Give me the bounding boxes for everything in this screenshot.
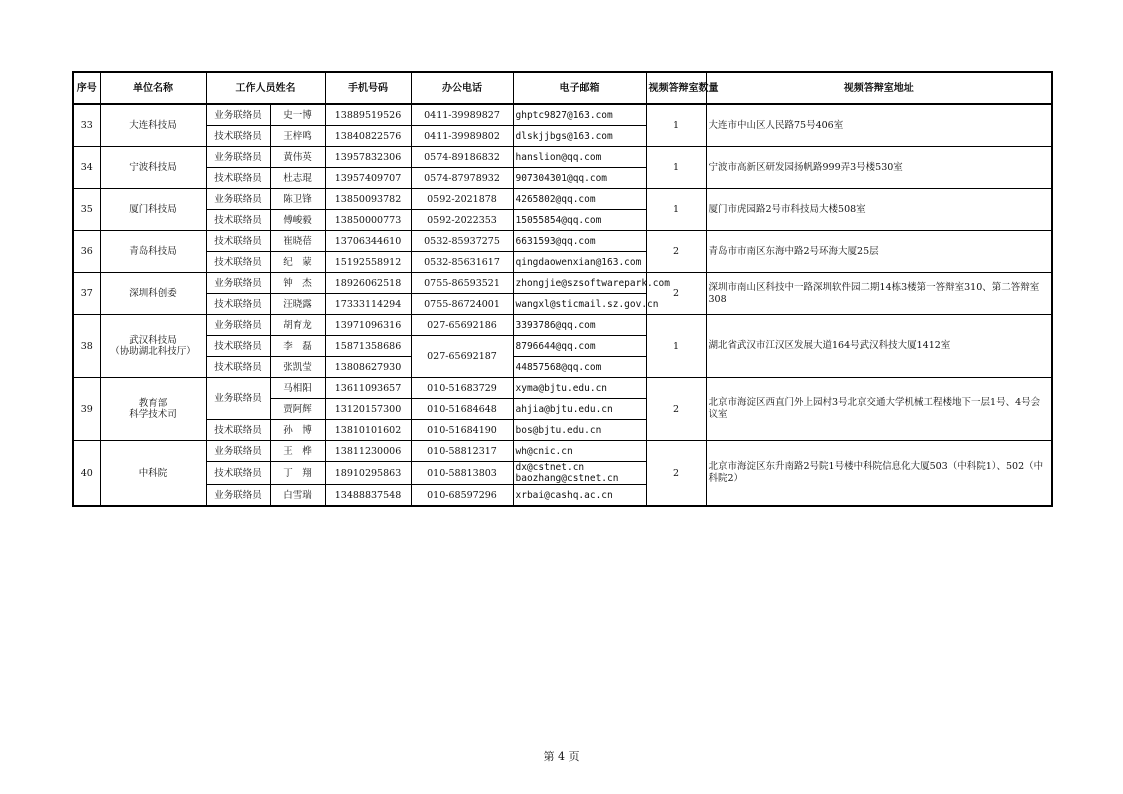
unit-cell	[100, 231, 206, 273]
email-cell	[513, 231, 646, 252]
unit-name-line: 科学技术司	[129, 409, 177, 420]
office-phone-cell: 010-58813803	[411, 462, 513, 485]
staff-name-cell: 纪 蒙	[270, 252, 325, 273]
role-cell: 技术联络员	[206, 126, 270, 147]
staff-name-cell: 杜志琨	[270, 168, 325, 189]
email-address: baozhang@cstnet.cn	[515, 473, 619, 484]
room-address-cell: 厦门市虎园路2号市科技局大楼508室	[706, 189, 1052, 231]
staff-name-cell: 张凯莹	[270, 357, 325, 378]
unit-cell	[100, 315, 206, 378]
role-cell: 技术联络员	[206, 210, 270, 231]
table-body	[73, 104, 1052, 506]
email-address: 44857568@qq.com	[515, 361, 602, 373]
role-cell: 技术联络员	[206, 462, 270, 485]
email-address: xrbai@cashq.ac.cn	[515, 489, 613, 501]
role-cell: 业务联络员	[206, 485, 270, 507]
header-seq: 序号	[73, 72, 100, 104]
role-cell: 业务联络员	[206, 147, 270, 168]
mobile-cell: 13850093782	[325, 189, 411, 210]
role-cell: 技术联络员	[206, 357, 270, 378]
email-address: 3393786@qq.com	[515, 319, 596, 331]
unit-cell	[100, 147, 206, 189]
mobile-cell: 13706344610	[325, 231, 411, 252]
unit-name-line: 武汉科技局	[129, 335, 177, 346]
unit-cell	[100, 189, 206, 231]
table-row	[73, 378, 1052, 399]
header-rooms: 视频答辩室数量	[646, 72, 706, 104]
email-cell	[513, 336, 646, 357]
table-row	[73, 189, 1052, 210]
office-phone-cell: 0755-86724001	[411, 294, 513, 315]
office-phone-cell: 0755-86593521	[411, 273, 513, 294]
unit-name-line: 深圳科创委	[129, 288, 177, 299]
seq-cell: 37	[73, 273, 100, 315]
unit-cell	[100, 441, 206, 507]
office-phone-cell: 010-51684190	[411, 420, 513, 441]
room-address-cell: 大连市中山区人民路75号406室	[706, 104, 1052, 147]
email-address: qingdaowenxian@163.com	[515, 256, 642, 268]
staff-name-cell: 李 磊	[270, 336, 325, 357]
email-cell	[513, 420, 646, 441]
mobile-cell: 18926062518	[325, 273, 411, 294]
mobile-cell: 13850000773	[325, 210, 411, 231]
staff-name-cell: 傅峻毅	[270, 210, 325, 231]
unit-name-line: 教育部	[138, 398, 168, 409]
unit-name-line: （协助湖北科技厅）	[110, 346, 196, 357]
unit-cell	[100, 273, 206, 315]
room-count-cell: 2	[646, 441, 706, 507]
mobile-cell: 18910295863	[325, 462, 411, 485]
email-cell	[513, 378, 646, 399]
email-cell	[513, 462, 646, 485]
room-address-cell: 北京市海淀区东升南路2号院1号楼中科院信息化大厦503（中科院1）、502（中科院2）	[706, 441, 1052, 507]
unit-cell	[100, 104, 206, 147]
office-phone-cell: 0411-39989827	[411, 104, 513, 126]
header-unit: 单位名称	[100, 72, 206, 104]
unit-name-line: 厦门科技局	[129, 204, 177, 215]
email-cell	[513, 104, 646, 126]
mobile-cell: 13971096316	[325, 315, 411, 336]
office-phone-cell: 0592-2022353	[411, 210, 513, 231]
role-cell: 技术联络员	[206, 231, 270, 252]
role-cell: 业务联络员	[206, 441, 270, 462]
header-office: 办公电话	[411, 72, 513, 104]
seq-cell: 38	[73, 315, 100, 378]
room-count-cell: 1	[646, 189, 706, 231]
seq-cell: 35	[73, 189, 100, 231]
seq-cell: 40	[73, 441, 100, 507]
staff-name-cell: 贾阿辉	[270, 399, 325, 420]
role-cell: 技术联络员	[206, 252, 270, 273]
mobile-cell: 13488837548	[325, 485, 411, 507]
email-cell	[513, 441, 646, 462]
email-address: 4265802@qq.com	[515, 193, 596, 205]
email-cell	[513, 168, 646, 189]
office-phone-cell: 0574-89186832	[411, 147, 513, 168]
office-phone-cell: 0532-85937275	[411, 231, 513, 252]
role-cell: 业务联络员	[206, 104, 270, 126]
email-address: hanslion@qq.com	[515, 151, 602, 163]
table-row	[73, 231, 1052, 252]
email-cell	[513, 126, 646, 147]
header-address: 视频答辩室地址	[706, 72, 1052, 104]
unit-name-line: 青岛科技局	[129, 246, 177, 257]
room-count-cell: 2	[646, 231, 706, 273]
staff-name-cell: 丁 翔	[270, 462, 325, 485]
email-cell	[513, 210, 646, 231]
table-row	[73, 147, 1052, 168]
staff-name-cell: 汪晓露	[270, 294, 325, 315]
table-row	[73, 315, 1052, 336]
staff-name-cell: 黄伟英	[270, 147, 325, 168]
email-cell	[513, 315, 646, 336]
email-cell	[513, 252, 646, 273]
email-cell	[513, 399, 646, 420]
room-count-cell: 1	[646, 315, 706, 378]
email-cell	[513, 147, 646, 168]
email-cell	[513, 294, 659, 315]
staff-name-cell: 胡育龙	[270, 315, 325, 336]
room-address-cell: 宁波市高新区研发园扬帆路999弄3号楼530室	[706, 147, 1052, 189]
room-count-cell: 1	[646, 104, 706, 147]
seq-cell: 36	[73, 231, 100, 273]
office-phone-cell: 027-65692187	[411, 336, 513, 378]
mobile-cell: 13811230006	[325, 441, 411, 462]
role-cell: 技术联络员	[206, 294, 270, 315]
room-count-cell: 2	[646, 273, 706, 315]
room-address-cell: 青岛市市南区东海中路2号环海大厦25层	[706, 231, 1052, 273]
table-row	[73, 273, 1052, 294]
mobile-cell: 13840822576	[325, 126, 411, 147]
email-address: 6631593@qq.com	[515, 235, 596, 247]
staff-name-cell: 王梓鸣	[270, 126, 325, 147]
header-mobile: 手机号码	[325, 72, 411, 104]
room-count-cell: 1	[646, 147, 706, 189]
unit-cell	[100, 378, 206, 441]
header-row	[73, 72, 1052, 104]
table-row	[73, 441, 1052, 462]
email-address: 8796644@qq.com	[515, 340, 596, 352]
email-address: dlskjjbgs@163.com	[515, 130, 613, 142]
staff-name-cell: 马相阳	[270, 378, 325, 399]
office-phone-cell: 010-51683729	[411, 378, 513, 399]
office-phone-cell: 010-51684648	[411, 399, 513, 420]
office-phone-cell: 0532-85631617	[411, 252, 513, 273]
mobile-cell: 13957409707	[325, 168, 411, 189]
office-phone-cell: 010-68597296	[411, 485, 513, 507]
office-phone-cell: 0574-87978932	[411, 168, 513, 189]
seq-cell: 33	[73, 104, 100, 147]
role-cell: 技术联络员	[206, 420, 270, 441]
mobile-cell: 17333114294	[325, 294, 411, 315]
email-address: zhongjie@szsoftwarepark.com	[515, 277, 670, 289]
room-address-cell: 湖北省武汉市江汉区发展大道164号武汉科技大厦1412室	[706, 315, 1052, 378]
role-cell: 业务联络员	[206, 378, 270, 420]
role-cell: 业务联络员	[206, 189, 270, 210]
page-number: 第 4 页	[543, 750, 580, 763]
mobile-cell: 15871358686	[325, 336, 411, 357]
seq-cell: 39	[73, 378, 100, 441]
staff-name-cell: 陈卫锋	[270, 189, 325, 210]
email-cell	[513, 357, 646, 378]
unit-name-line: 大连科技局	[129, 120, 177, 131]
staff-name-cell: 崔晓蓓	[270, 231, 325, 252]
seq-cell: 34	[73, 147, 100, 189]
staff-name-cell: 史一博	[270, 104, 325, 126]
mobile-cell: 13810101602	[325, 420, 411, 441]
table-row	[73, 104, 1052, 126]
header-staff: 工作人员姓名	[206, 72, 325, 104]
staff-name-cell: 王 桦	[270, 441, 325, 462]
header-email: 电子邮箱	[513, 72, 646, 104]
mobile-cell: 13611093657	[325, 378, 411, 399]
room-address-cell: 深圳市南山区科技中一路深圳软件园二期14栋3楼第一答辩室310、第二答辩室308	[706, 273, 1052, 315]
office-phone-cell: 0592-2021878	[411, 189, 513, 210]
role-cell: 业务联络员	[206, 273, 270, 294]
mobile-cell: 13889519526	[325, 104, 411, 126]
room-count-cell: 2	[646, 378, 706, 441]
role-cell: 技术联络员	[206, 168, 270, 189]
staff-name-cell: 孙 博	[270, 420, 325, 441]
email-cell	[513, 189, 646, 210]
email-cell	[513, 273, 670, 294]
mobile-cell: 15192558912	[325, 252, 411, 273]
unit-name-line: 宁波科技局	[129, 162, 177, 173]
email-address: ahjia@bjtu.edu.cn	[515, 403, 613, 415]
role-cell: 业务联络员	[206, 315, 270, 336]
room-address-cell: 北京市海淀区西直门外上园村3号北京交通大学机械工程楼地下一层1号、4号会议室	[706, 378, 1052, 441]
unit-name-line: 中科院	[138, 467, 168, 479]
contact-table	[72, 71, 1053, 507]
office-phone-cell: 027-65692186	[411, 315, 513, 336]
email-address: 907304301@qq.com	[515, 172, 608, 184]
office-phone-cell: 010-58812317	[411, 441, 513, 462]
role-cell: 技术联络员	[206, 336, 270, 357]
email-cell	[513, 485, 646, 507]
staff-name-cell: 钟 杰	[270, 273, 325, 294]
email-address: bos@bjtu.edu.cn	[515, 424, 602, 436]
staff-name-cell: 白雪瑞	[270, 485, 325, 507]
email-address: 15055854@qq.com	[515, 214, 602, 226]
email-address: xyma@bjtu.edu.cn	[515, 382, 608, 394]
mobile-cell: 13957832306	[325, 147, 411, 168]
email-address: dx@cstnet.cn	[515, 462, 585, 473]
email-address: ghptc9827@163.com	[515, 109, 613, 121]
email-address: wangxl@sticmail.sz.gov.cn	[515, 298, 659, 310]
office-phone-cell: 0411-39989802	[411, 126, 513, 147]
mobile-cell: 13120157300	[325, 399, 411, 420]
mobile-cell: 13808627930	[325, 357, 411, 378]
email-address: wh@cnic.cn	[515, 445, 573, 457]
